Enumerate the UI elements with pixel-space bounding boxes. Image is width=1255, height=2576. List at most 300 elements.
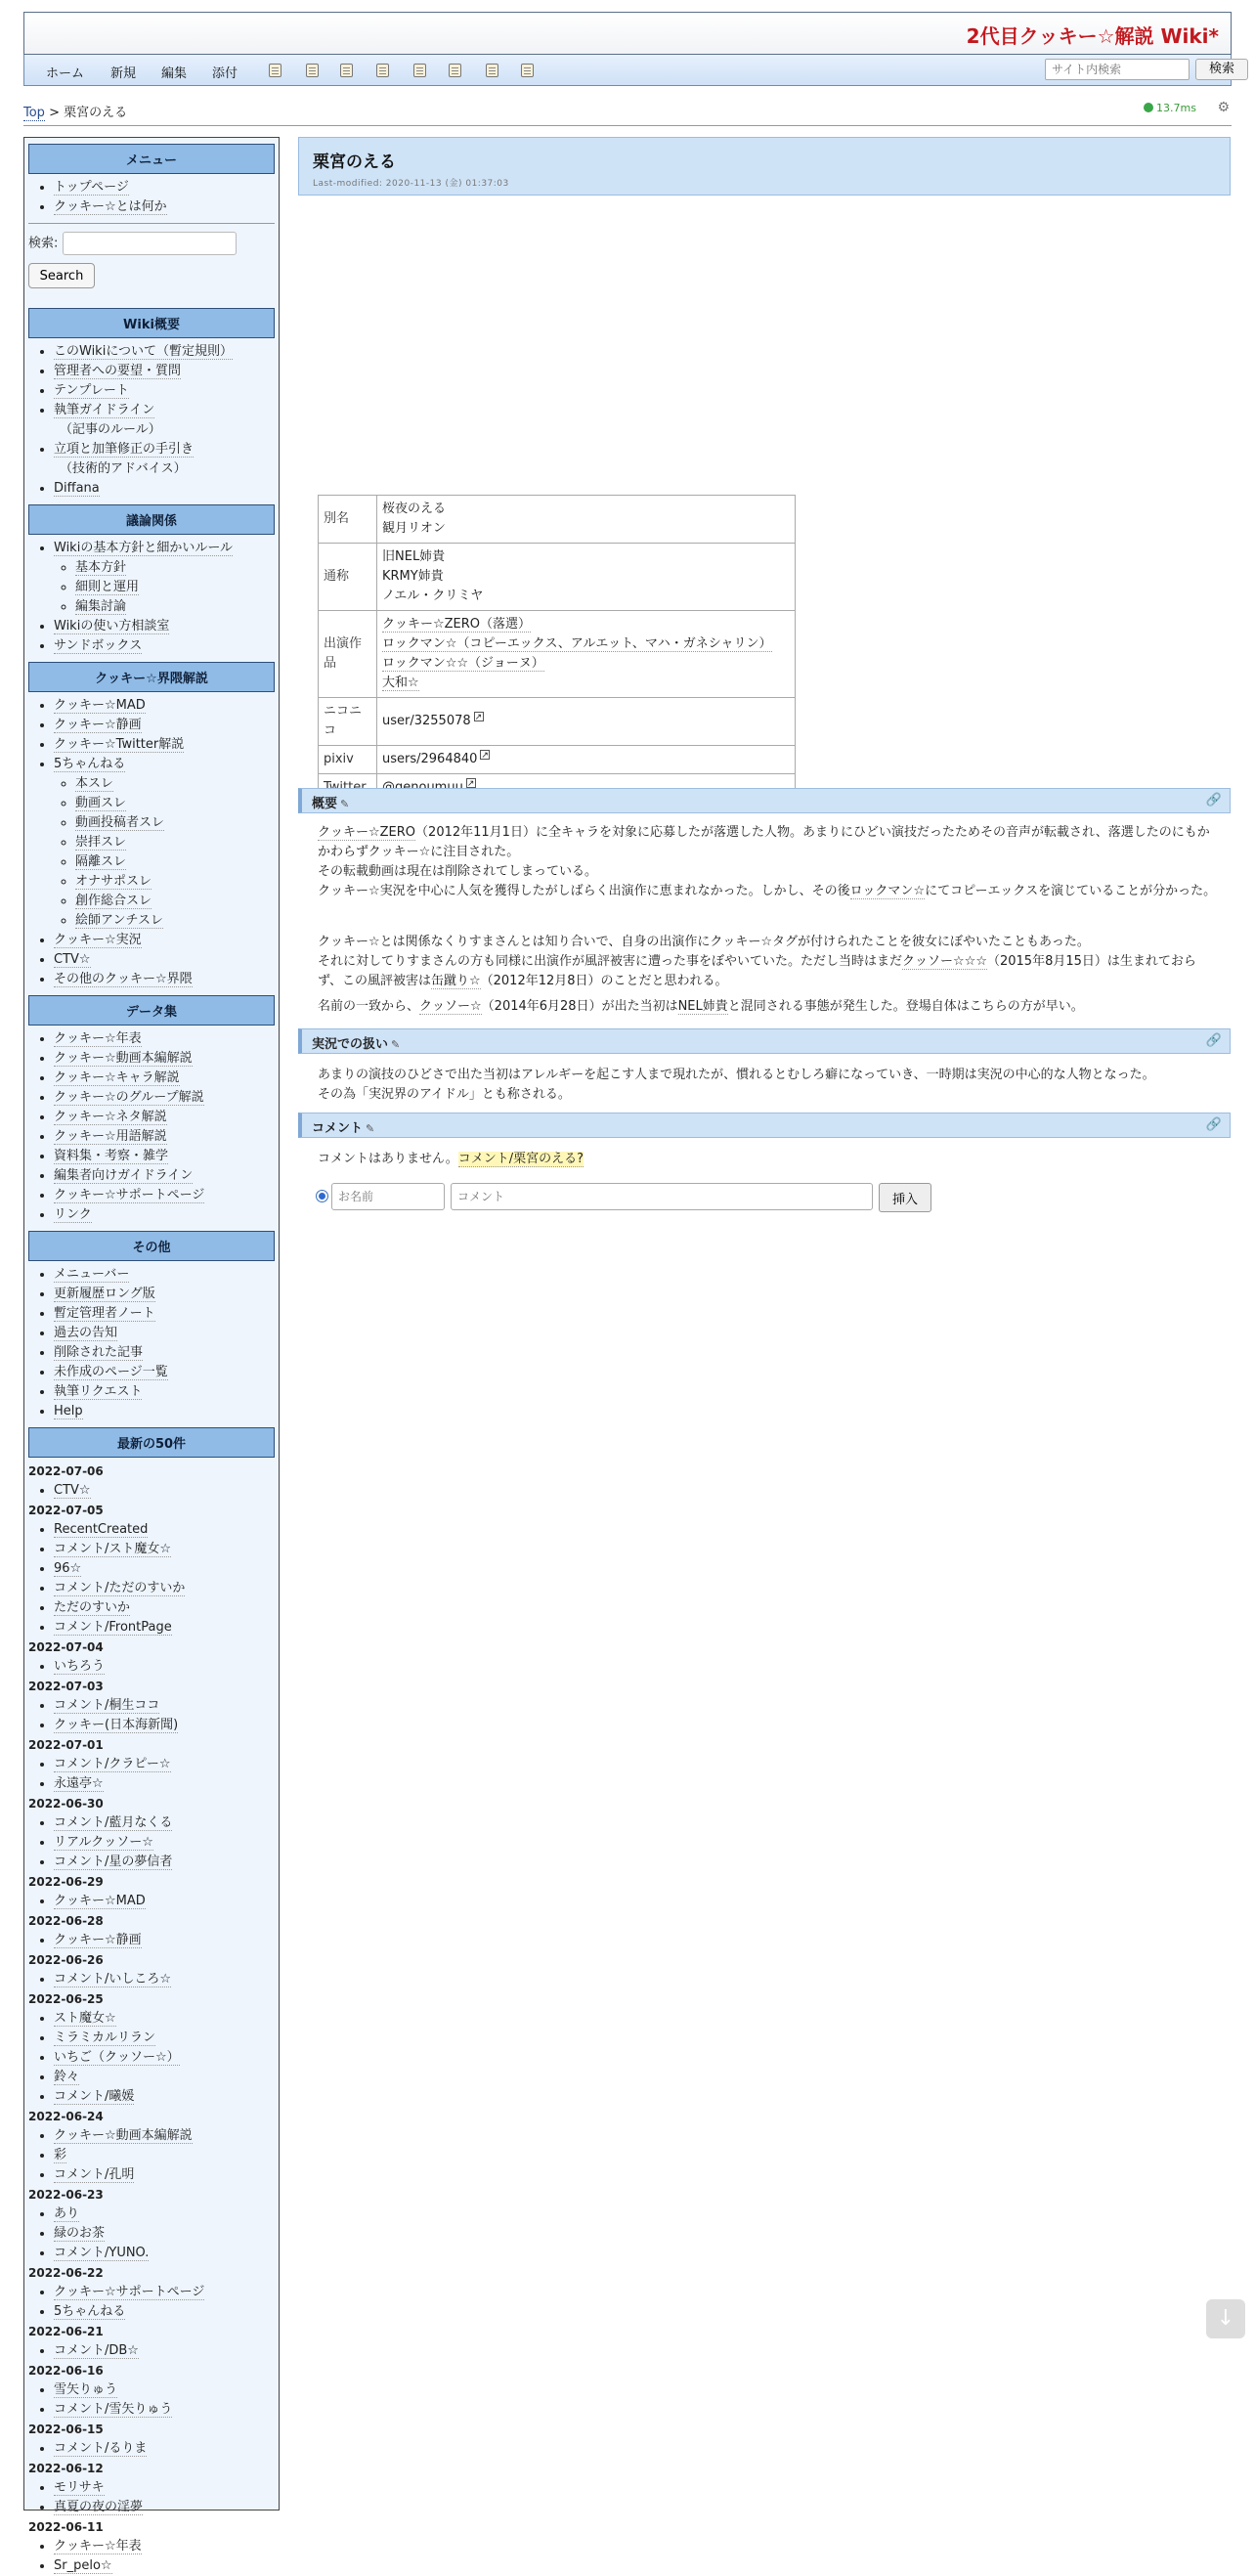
recent-date: 2022-06-24 <box>28 2110 104 2123</box>
jikkyo-paragraph <box>318 1066 1217 1105</box>
recent-item[interactable] <box>54 2205 275 2224</box>
sidebar-link[interactable]: クッキー☆ネタ解説 <box>54 1110 167 1124</box>
text-line: クッキー☆とは関係なくりすまさんとは知り合いで、自身の出演作にクッキー☆タグが付けられたことを彼女にぼやいたこともあった。 <box>318 935 1090 949</box>
recent-link[interactable]: コメント/クラピー☆ <box>54 1757 171 1771</box>
overview-paragraph-1: クッキー☆ZERO（2012年11月1日）に全キャラを対象に応募したが落選した人物。あまりにひどい演技だったためその音声が転載され、落選したのにもかかわらずクッキー☆に注目された。 その転載動画は現在は削除されてしまっている。 クッキー☆実況を中心に人気を獲得したがしばらく出演作に恵まれなかった。しかし、その後ロックマン☆にてコピーエックスを演じていることが分かった。 <box>318 825 1217 898</box>
sidebar-subitem[interactable] <box>75 597 275 617</box>
comment-text-input[interactable] <box>451 1183 873 1210</box>
comment-page-link[interactable]: コメント/栗宮のえる? <box>457 1152 584 1166</box>
text-line: その転載動画は現在は削除されてしまっている。 <box>318 864 598 879</box>
recent-link[interactable]: コメント/孔明 <box>54 2167 135 2182</box>
sidebar-item[interactable] <box>54 1166 275 1186</box>
recent-item[interactable] <box>54 2283 275 2302</box>
recent-item[interactable] <box>54 1598 275 1618</box>
sidebar-sections <box>28 308 275 1421</box>
recent-link[interactable]: いちろう <box>54 1659 106 1674</box>
sidebar-link[interactable]: Wikiの使い方相談室 <box>54 619 170 633</box>
delete-icon[interactable] <box>340 64 353 77</box>
recent-date: 2022-07-05 <box>28 1504 104 1517</box>
divider <box>28 223 275 224</box>
breadcrumb-top-link[interactable]: Top <box>23 106 45 120</box>
recent-item[interactable] <box>54 2341 275 2361</box>
sidebar-link[interactable]: 管理者への要望・質問 <box>54 364 182 378</box>
copy-icon[interactable] <box>449 64 461 77</box>
sidebar-link[interactable]: その他のクッキー☆界隈 <box>54 972 193 986</box>
recent-list <box>28 2009 275 2107</box>
sidebar-link[interactable]: クッキー☆のグループ解説 <box>54 1090 204 1105</box>
recent-item[interactable] <box>54 2087 275 2107</box>
infobox-line <box>382 634 790 654</box>
sidebar-item[interactable] <box>54 931 275 950</box>
section-title: コメント <box>312 1121 364 1136</box>
sidebar-link[interactable]: クッキー☆動画本編解説 <box>54 1051 193 1066</box>
sidebar-link[interactable]: 暫定管理者ノート <box>54 1306 155 1321</box>
recent-link[interactable]: コメント/FrontPage <box>54 1620 172 1635</box>
sidebar-item[interactable] <box>54 1382 275 1402</box>
sidebar-item[interactable] <box>54 1304 275 1324</box>
infobox-text: ロックマン☆（コピーエックス、アルエット、マハ・ガネシャリン） <box>382 636 772 651</box>
recent-date: 2022-06-28 <box>28 1914 104 1928</box>
sidebar-link[interactable]: テンプレート <box>54 383 129 398</box>
inline-link[interactable]: クッキー☆ZERO <box>318 825 416 840</box>
sidebar-link[interactable]: サンドボックス <box>54 638 143 653</box>
sidebar-list <box>28 342 275 499</box>
recent-list <box>28 1970 275 1989</box>
recent-item[interactable] <box>54 2009 275 2029</box>
sidebar-item[interactable] <box>54 1127 275 1147</box>
recent-list <box>28 2341 275 2361</box>
inline-link[interactable]: NEL姉貴 <box>677 999 728 1014</box>
sidebar-item[interactable] <box>54 342 275 362</box>
backup-icon[interactable] <box>376 64 389 77</box>
recent-link[interactable]: モリサキ <box>54 2480 105 2495</box>
recent-item[interactable] <box>54 1892 275 1911</box>
sidebar-item[interactable] <box>54 970 275 989</box>
recent-item[interactable] <box>54 1970 275 1989</box>
sidebar-link[interactable]: 削除された記事 <box>54 1345 144 1360</box>
recent-item[interactable] <box>54 1931 275 1950</box>
sidebar-item[interactable] <box>54 1205 275 1225</box>
site-search-input[interactable] <box>1045 59 1190 80</box>
recent-link[interactable]: ミラミカルリラン <box>54 2030 156 2045</box>
sidebar-link[interactable]: CTV☆ <box>54 952 91 967</box>
recent-date: 2022-07-01 <box>28 1738 104 1752</box>
recent-item[interactable] <box>54 1657 275 1677</box>
recent-link[interactable]: あり <box>54 2206 80 2221</box>
sidebar-link[interactable]: 執筆リクエスト <box>54 1384 143 1399</box>
sidebar-link[interactable]: Diffana <box>54 481 100 496</box>
sidebar-search-input[interactable] <box>63 232 237 255</box>
site-search-button[interactable]: 検索 <box>1195 59 1248 80</box>
recent-date: 2022-06-26 <box>28 1953 104 1967</box>
recent-link[interactable]: コメント/藍月なくる <box>54 1815 173 1830</box>
scroll-down-button[interactable] <box>1206 2299 1245 2338</box>
recent-list <box>28 2439 275 2459</box>
last-modified: Last-modified: 2020-11-13 (金) 01:37:03 <box>313 179 509 189</box>
recent-link[interactable]: クッキー☆MAD <box>54 1894 146 1908</box>
recent-item[interactable] <box>54 2380 275 2400</box>
external-link[interactable]: user/3255078 <box>382 714 471 728</box>
recent-item[interactable] <box>54 2478 275 2498</box>
sidebar-item[interactable] <box>54 716 275 735</box>
sidebar-menu-heading: メニュー <box>28 144 275 174</box>
recent-link[interactable]: クッキー☆静画 <box>54 1933 142 1947</box>
recent-changes <box>28 1462 275 2576</box>
recent-link[interactable]: 鈴々 <box>54 2070 80 2084</box>
sidebar-list <box>28 1265 275 1421</box>
recent-date: 2022-06-29 <box>28 1875 104 1889</box>
section-heading-comment <box>298 1113 1231 1138</box>
recent-item[interactable] <box>54 2146 275 2165</box>
sidebar-subitem[interactable] <box>75 794 275 813</box>
sidebar-link[interactable]: トップページ <box>54 180 129 195</box>
recent-link[interactable]: コメント/いしころ☆ <box>54 1972 172 1987</box>
sidebar-item[interactable] <box>54 362 275 381</box>
recent-item[interactable] <box>54 1481 275 1501</box>
recent-item[interactable] <box>54 2556 275 2576</box>
recent-item[interactable] <box>54 1716 275 1735</box>
anchor-link-icon[interactable]: 🔗 <box>1205 1117 1222 1132</box>
recent-link[interactable]: 雪矢りゅう <box>54 2382 118 2397</box>
sidebar-link[interactable]: 執筆ガイドライン <box>54 403 155 417</box>
sidebar-item-note: （記事のルール） <box>60 422 161 437</box>
sidebar-item[interactable] <box>54 1363 275 1382</box>
recent-link[interactable]: コメント/るりま <box>54 2441 148 2456</box>
text-line: その為「実況界のアイドル」とも称される。 <box>318 1087 571 1102</box>
edit-pencil-icon[interactable]: ✎ <box>391 1038 401 1051</box>
recent-item[interactable] <box>54 1833 275 1853</box>
sidebar-item[interactable] <box>54 735 275 755</box>
comment-status <box>318 1150 1217 1169</box>
sidebar-item[interactable] <box>54 755 275 931</box>
recent-link[interactable]: コメント/雪矢りゅう <box>54 2402 173 2417</box>
recent-date: 2022-06-21 <box>28 2325 104 2338</box>
recent-item[interactable] <box>54 2165 275 2185</box>
infobox-line <box>382 587 790 606</box>
sidebar-search-button[interactable]: Search <box>28 263 95 288</box>
comment-name-input[interactable] <box>331 1183 445 1210</box>
sidebar-link[interactable]: このWikiについて（暫定規則） <box>54 344 234 359</box>
sidebar-list <box>28 539 275 656</box>
infobox-line <box>382 567 790 587</box>
recent-item[interactable] <box>54 1813 275 1833</box>
recent-list <box>28 1520 275 1637</box>
sidebar-sublink[interactable]: 本スレ <box>75 776 114 791</box>
recent-link[interactable]: 緑のお茶 <box>54 2226 106 2241</box>
sidebar-item[interactable] <box>54 950 275 970</box>
sidebar-item[interactable] <box>54 636 275 656</box>
sidebar-sublink[interactable]: 細則と運用 <box>75 580 140 594</box>
infobox-text: ロックマン☆☆（ジョーヌ） <box>382 656 544 671</box>
recent-item[interactable] <box>54 2068 275 2087</box>
sidebar-item[interactable] <box>54 1343 275 1363</box>
sidebar-sublink[interactable]: 編集討論 <box>75 599 127 614</box>
recent-date: 2022-06-22 <box>28 2266 104 2280</box>
sidebar-section-heading: クッキー☆界隈解説 <box>28 662 275 692</box>
text-line: あまりの演技のひどさで出た当初はアレルギーを起こす人まで現れたが、慣れるとむしろ癖になっていき、一時期は実況の中心的な人物となった。 <box>318 1068 1155 1082</box>
recent-link[interactable]: コメント/星の夢信者 <box>54 1855 173 1869</box>
recent-list <box>28 1481 275 1501</box>
sidebar-link[interactable]: Wikiの基本方針と細かいルール <box>54 541 234 555</box>
external-link-icon <box>466 778 476 788</box>
edit-pencil-icon[interactable]: ✎ <box>366 1122 375 1135</box>
recent-item[interactable] <box>54 2400 275 2420</box>
infobox-row <box>319 544 796 611</box>
sidebar-link[interactable]: クッキー☆用語解説 <box>54 1129 167 1144</box>
infobox-line <box>382 547 790 567</box>
sidebar-item[interactable] <box>54 539 275 617</box>
recent-list <box>28 1931 275 1950</box>
sidebar-sublink[interactable]: 動画スレ <box>75 796 127 810</box>
recent-item[interactable] <box>54 2537 275 2556</box>
infobox-key: 通称 <box>319 544 377 611</box>
recent-link[interactable]: 96☆ <box>54 1561 82 1576</box>
nav-bar <box>23 55 1232 86</box>
history-icon[interactable] <box>521 64 534 77</box>
sidebar-link[interactable]: 5ちゃんねる <box>54 757 126 771</box>
recent-link[interactable]: コメント/スト魔女☆ <box>54 1542 172 1556</box>
recent-item[interactable] <box>54 1618 275 1637</box>
recent-item[interactable] <box>54 1774 275 1794</box>
inline-link[interactable]: ロックマン☆ <box>849 884 926 898</box>
external-link[interactable]: users/2964840 <box>382 752 478 766</box>
sidebar-link[interactable]: 未作成のページ一覧 <box>54 1365 168 1379</box>
sidebar-item[interactable] <box>54 1324 275 1343</box>
recent-link[interactable]: スト魔女☆ <box>54 2011 116 2026</box>
infobox-key: 出演作品 <box>319 611 377 698</box>
sidebar-subitem[interactable] <box>75 558 275 578</box>
sidebar-section-heading: その他 <box>28 1231 275 1261</box>
recent-link[interactable]: コメント/桐生ココ <box>54 1698 160 1713</box>
infobox-value <box>377 611 796 698</box>
sidebar-subitem[interactable] <box>75 833 275 852</box>
infobox-text: 大和☆ <box>382 676 419 690</box>
render-time-value: 13.7ms <box>1156 102 1196 114</box>
sidebar-link[interactable]: クッキー☆とは何か <box>54 199 167 214</box>
sidebar-link[interactable]: 資料集・考察・雑学 <box>54 1149 169 1163</box>
nav-edit[interactable]: 編集 <box>161 66 188 81</box>
recent-link[interactable]: Sr_pelo☆ <box>54 2558 112 2573</box>
sidebar-item[interactable] <box>54 1029 275 1049</box>
recent-date: 2022-06-11 <box>28 2520 104 2534</box>
sidebar-item[interactable] <box>54 1088 275 1108</box>
sidebar-item[interactable] <box>54 178 275 197</box>
sidebar-section-heading: 議論関係 <box>28 504 275 535</box>
recent-item[interactable] <box>54 2029 275 2048</box>
recent-link[interactable]: 彩 <box>54 2148 67 2162</box>
sidebar-subitem[interactable] <box>75 892 275 911</box>
sidebar-sublink[interactable]: オナサポスレ <box>75 874 152 889</box>
sidebar-subitem[interactable] <box>75 774 275 794</box>
nav-new[interactable]: 新規 <box>110 66 137 81</box>
sidebar-item[interactable] <box>54 1049 275 1069</box>
sidebar-link[interactable]: Help <box>54 1404 83 1419</box>
sidebar-item[interactable] <box>54 1069 275 1088</box>
rename-icon[interactable] <box>486 64 498 77</box>
sidebar-link[interactable]: クッキー☆キャラ解説 <box>54 1070 180 1085</box>
sidebar-item[interactable] <box>54 1402 275 1421</box>
recent-link[interactable]: コメント/YUNO. <box>54 2246 150 2260</box>
section-title: 実況での扱い <box>312 1037 389 1052</box>
comment-radio[interactable] <box>316 1190 328 1202</box>
sidebar-item[interactable] <box>54 1147 275 1166</box>
sidebar-link[interactable]: 更新履歴ロング版 <box>54 1287 155 1301</box>
recent-link[interactable]: クッキー☆動画本編解説 <box>54 2128 193 2143</box>
sidebar-link[interactable]: 過去の告知 <box>54 1326 118 1340</box>
sidebar-item[interactable] <box>54 197 275 217</box>
section-heading-overview <box>298 788 1231 813</box>
page-title: 栗宮のえる <box>313 153 396 172</box>
recent-link[interactable]: クッキー☆サポートページ <box>54 2285 205 2299</box>
recent-link[interactable]: クッキー☆年表 <box>54 2539 142 2554</box>
sidebar-item[interactable] <box>54 1265 275 1285</box>
recent-link[interactable]: いちご（クッソー☆） <box>54 2050 180 2065</box>
infobox-value <box>377 496 796 544</box>
recent-link[interactable]: コメント/ただのすいか <box>54 1581 186 1595</box>
comment-submit-button[interactable]: 挿入 <box>879 1183 931 1212</box>
check-icon <box>1144 103 1153 112</box>
sidebar-item-note: （技術的アドバイス） <box>60 461 187 476</box>
recent-list <box>28 1657 275 1677</box>
recent-item[interactable] <box>54 2048 275 2068</box>
sidebar-link[interactable]: クッキー☆MAD <box>54 698 146 713</box>
recent-item[interactable] <box>54 1755 275 1774</box>
sidebar-link[interactable]: クッキー☆サポートページ <box>54 1188 205 1202</box>
sidebar-sublist <box>54 558 275 617</box>
divider <box>23 125 1232 126</box>
recent-date: 2022-06-30 <box>28 1797 104 1811</box>
overview-paragraph-2: クッキー☆とは関係なくりすまさんとは知り合いで、自身の出演作にクッキー☆タグが付けられたことを彼女にぼやいたこともあった。 それに対してりすまさんの方も同様に出演作が風評被害に遭った事をぼやいていた。ただし当時はまだクッソー☆☆☆（2015年8月15日）は生まれておらず、この風評被害は缶蹴り☆（2012年12月8日）のことだと思われる。 <box>318 933 1217 991</box>
recent-link[interactable]: 5ちゃんねる <box>54 2304 126 2319</box>
recent-item[interactable] <box>54 1853 275 1872</box>
sidebar-item[interactable] <box>54 381 275 401</box>
recent-date: 2022-06-12 <box>28 2462 104 2475</box>
diff-icon[interactable] <box>306 64 319 77</box>
recent-item[interactable] <box>54 1559 275 1579</box>
sidebar-link[interactable]: リンク <box>54 1207 92 1222</box>
recent-list <box>28 1892 275 1911</box>
infobox-key: pixiv <box>319 746 377 774</box>
sidebar-subitem[interactable] <box>75 852 275 872</box>
nav-attach[interactable]: 添付 <box>212 66 238 81</box>
recent-item[interactable] <box>54 1520 275 1540</box>
recent-item[interactable] <box>54 2224 275 2244</box>
sidebar-subitem[interactable] <box>75 911 275 931</box>
recent-date: 2022-06-23 <box>28 2188 104 2202</box>
recent-link[interactable]: RecentCreated <box>54 1522 149 1537</box>
infobox-line <box>382 519 790 539</box>
sidebar-sublink[interactable]: 崇拝スレ <box>75 835 127 850</box>
recent-item[interactable] <box>54 2302 275 2322</box>
anchor-link-icon[interactable]: 🔗 <box>1205 793 1222 808</box>
recent-link[interactable]: コメント/曦媛 <box>54 2089 135 2104</box>
sidebar-sublink[interactable]: 基本方針 <box>75 560 127 575</box>
sidebar-item[interactable] <box>54 1186 275 1205</box>
inline-link[interactable]: クッソー☆☆☆ <box>902 954 987 969</box>
recent-link[interactable]: クッキー(日本海新聞) <box>54 1718 179 1732</box>
recent-link[interactable]: 真夏の夜の淫夢 <box>54 2500 144 2514</box>
sidebar-subitem[interactable] <box>75 872 275 892</box>
edit-pencil-icon[interactable]: ✎ <box>340 798 350 810</box>
recent-item[interactable] <box>54 2498 275 2517</box>
sidebar-link[interactable]: メニューバー <box>54 1267 130 1282</box>
recent-date: 2022-07-03 <box>28 1680 104 1693</box>
recent-item[interactable] <box>54 2439 275 2459</box>
sidebar-link[interactable]: 編集者向けガイドライン <box>54 1168 194 1183</box>
sidebar-link[interactable]: クッキー☆年表 <box>54 1031 142 1046</box>
sidebar-link[interactable]: クッキー☆Twitter解説 <box>54 737 185 752</box>
main-content <box>298 137 1231 1207</box>
sidebar-subitem[interactable] <box>75 813 275 833</box>
sidebar-item[interactable] <box>54 440 275 479</box>
infobox-text: クッキー☆ZERO（落選） <box>382 617 532 632</box>
sidebar-sublink[interactable]: 創作総合スレ <box>75 894 152 908</box>
infobox-text: 旧NEL姉貴 <box>382 549 446 564</box>
anchor-link-icon[interactable]: 🔗 <box>1205 1033 1222 1048</box>
sidebar-section-heading: データ集 <box>28 995 275 1026</box>
infobox-line <box>382 674 790 693</box>
recent-link[interactable]: 永遠亭☆ <box>54 1776 104 1791</box>
edit-icon[interactable] <box>269 64 281 77</box>
section-heading-jikkyo <box>298 1028 1231 1054</box>
recent-date: 2022-06-16 <box>28 2364 104 2378</box>
infobox-row <box>319 698 796 746</box>
freeze-icon[interactable] <box>413 64 426 77</box>
sidebar-item[interactable] <box>54 617 275 636</box>
recent-list <box>28 1755 275 1794</box>
site-title[interactable]: 2代目クッキー☆解説 Wiki* <box>966 24 1219 48</box>
infobox-text: 桜夜のえる <box>382 502 447 516</box>
gear-icon[interactable]: ⚙ <box>1217 100 1230 115</box>
sidebar-link[interactable]: クッキー☆静画 <box>54 718 142 732</box>
infobox-text: 観月リオン <box>382 521 446 536</box>
recent-link[interactable]: CTV☆ <box>54 1483 91 1498</box>
recent-link[interactable]: ただのすいか <box>54 1600 131 1615</box>
inline-link[interactable]: 缶蹴り☆ <box>430 974 481 988</box>
recent-item[interactable] <box>54 2126 275 2146</box>
infobox-line <box>382 712 790 731</box>
overview-paragraph-3: 名前の一致から、クッソー☆（2014年6月28日）が出た当初はNEL姉貴と混同される事態が発生した。登場自体はこちらの方が早い。 <box>318 999 1084 1014</box>
sidebar-sublink[interactable]: 隔離スレ <box>75 854 127 869</box>
recent-item[interactable] <box>54 2244 275 2263</box>
recent-list <box>28 2126 275 2185</box>
sidebar-sublink[interactable]: 動画投稿者スレ <box>75 815 165 830</box>
sidebar-item[interactable] <box>54 479 275 499</box>
infobox-row <box>319 611 796 698</box>
recent-item[interactable] <box>54 1579 275 1598</box>
sidebar-item[interactable] <box>54 1285 275 1304</box>
inline-link[interactable]: クッソー☆ <box>419 999 482 1014</box>
recent-link[interactable]: リアルクッソー☆ <box>54 1835 153 1850</box>
site-header <box>23 12 1232 55</box>
sidebar-item[interactable] <box>54 696 275 716</box>
recent-date: 2022-06-25 <box>28 1992 104 2006</box>
sidebar-subitem[interactable] <box>75 578 275 597</box>
sidebar-item[interactable] <box>54 401 275 440</box>
infobox-line <box>382 615 790 634</box>
infobox-line <box>382 500 790 519</box>
infobox-value <box>377 698 796 746</box>
sidebar-sublink[interactable]: 絵師アンチスレ <box>75 913 163 928</box>
sidebar-link[interactable]: 立項と加筆修正の手引き <box>54 442 195 457</box>
sidebar-item[interactable] <box>54 1108 275 1127</box>
recent-link[interactable]: コメント/DB☆ <box>54 2343 139 2358</box>
nav-home[interactable]: ホーム <box>46 66 85 81</box>
recent-item[interactable] <box>54 1696 275 1716</box>
arrow-down-icon: ↓ <box>1216 2306 1235 2331</box>
recent-item[interactable] <box>54 1540 275 1559</box>
sidebar-link[interactable]: クッキー☆実況 <box>54 933 142 947</box>
